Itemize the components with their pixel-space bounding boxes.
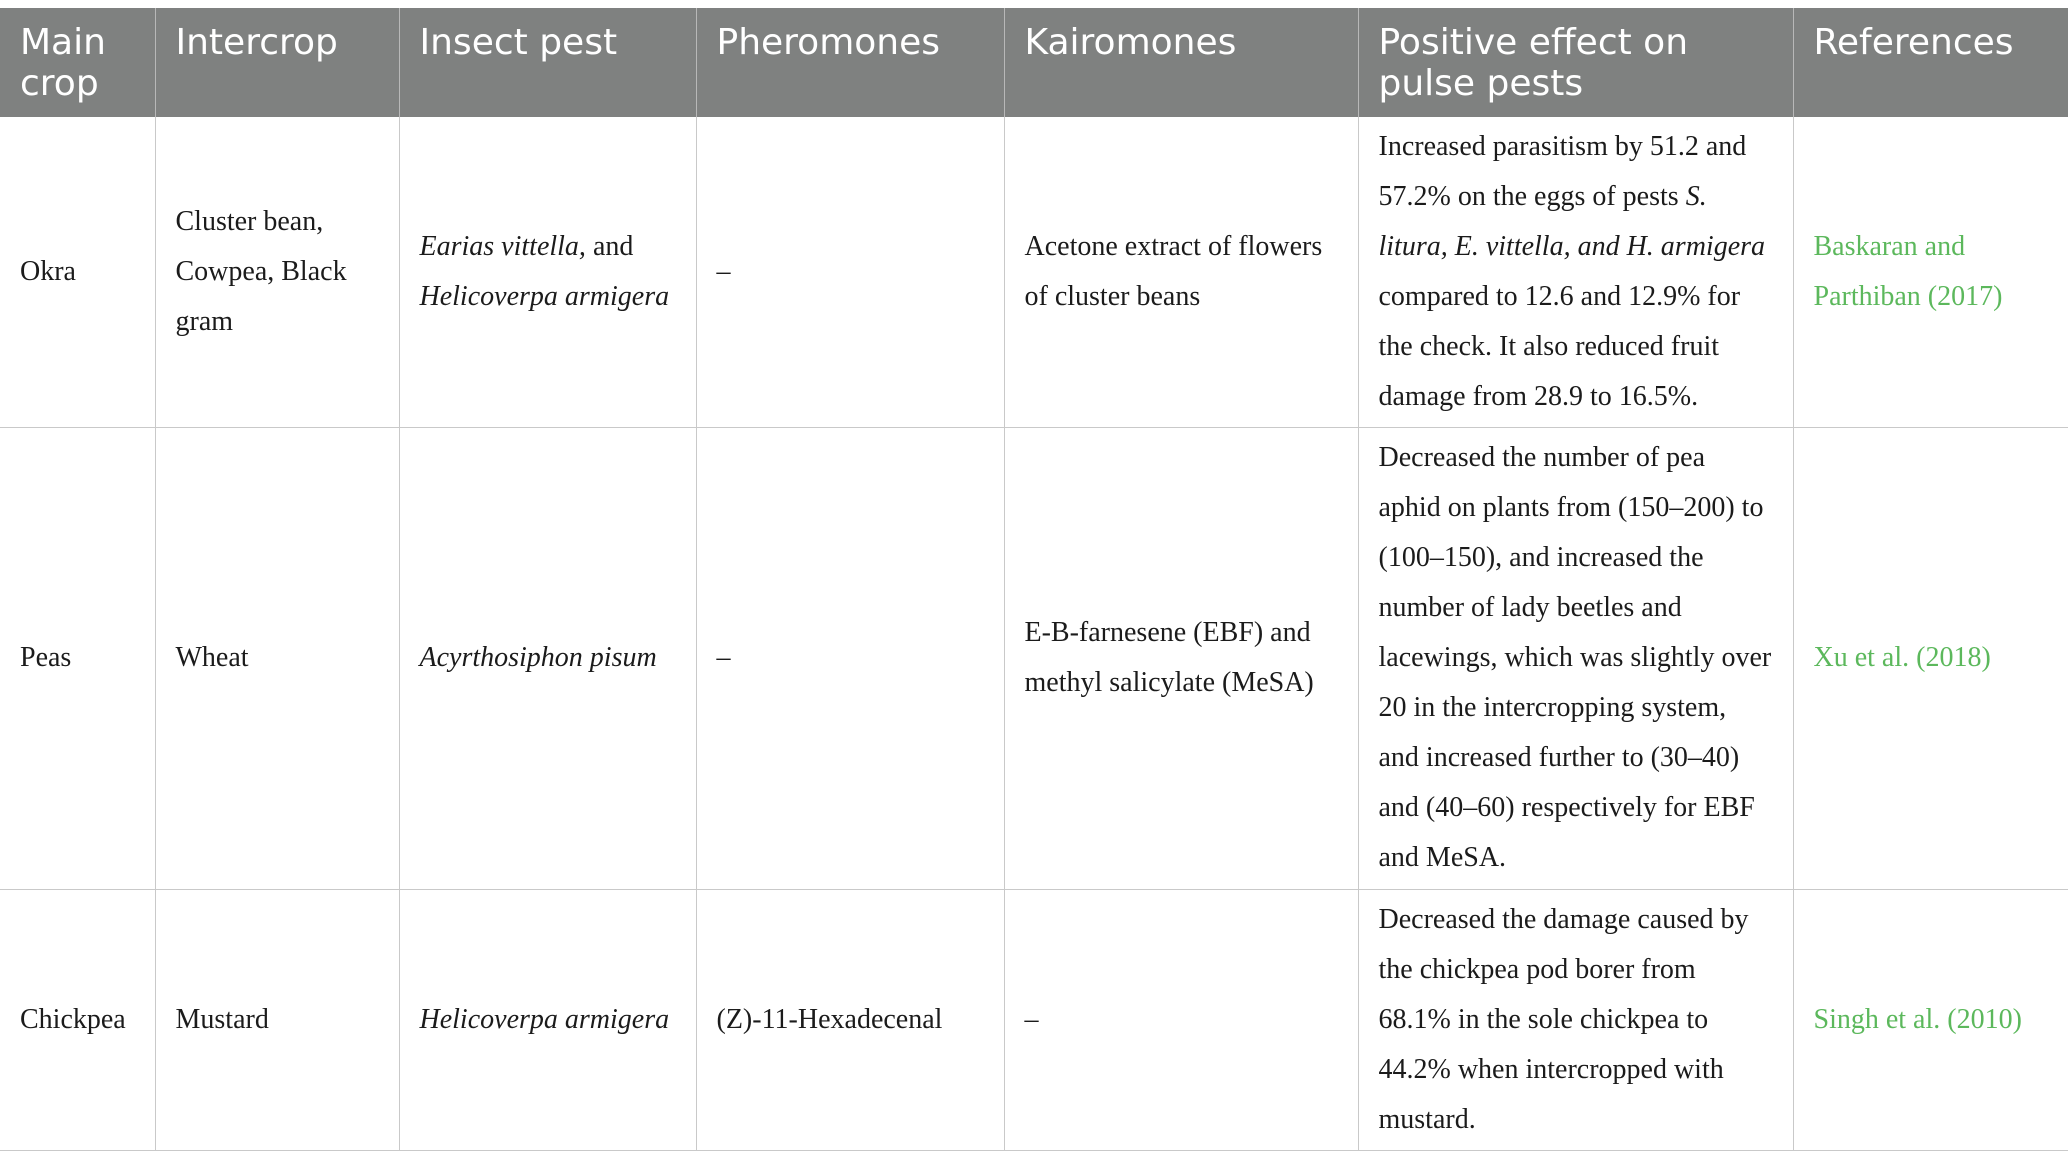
- cell-main-crop: Okra: [0, 117, 155, 427]
- table-row: [0, 117, 2068, 427]
- table-row: [0, 889, 2068, 1150]
- reference-link[interactable]: Xu et al. (2018): [1813, 642, 1991, 673]
- cell-positive-effect: [1358, 117, 1793, 427]
- cell-intercrop: Cluster bean, Cowpea, Black gram: [155, 117, 399, 427]
- pest-connector: and: [585, 230, 634, 262]
- cell-insect-pest: [399, 427, 696, 889]
- effect-text-end: compared to 12.6 and 12.9% for the check. It also reduced fruit damage from 28.9 to 16.5%.: [1378, 280, 1741, 412]
- cell-insect-pest: [399, 889, 696, 1150]
- pest-name-helicoverpa: Helicoverpa armigera: [419, 280, 670, 312]
- reference-link[interactable]: Baskaran and Parthiban (2017): [1813, 230, 2003, 312]
- cell-positive-effect: Decreased the number of pea aphid on plants from (150–200) to (100–150), and increased the number of lady beetles and lacewings, which was slightly over 20 in the intercropping system, and increased further to (30–40) and (40–60) respectively for EBF and MeSA.: [1358, 427, 1793, 889]
- intercrop-pest-table: [0, 8, 2068, 1151]
- pest-name: Acyrthosiphon pisum: [419, 642, 657, 673]
- cell-reference: [1793, 117, 2068, 427]
- cell-insect-pest: [399, 117, 696, 427]
- effect-pest-names: S. litura, E. vittella, and H. armigera: [1378, 180, 1766, 262]
- data-table-container: [0, 8, 2068, 1151]
- cell-kairomones: Acetone extract of flowers of cluster beans: [1004, 117, 1358, 427]
- effect-text-start: Increased parasitism by 51.2 and 57.2% on the eggs of pests: [1378, 130, 1747, 212]
- cell-intercrop: Mustard: [155, 889, 399, 1150]
- header-main-crop: Main crop: [0, 8, 155, 117]
- cell-reference: [1793, 427, 2068, 889]
- cell-reference: [1793, 889, 2068, 1150]
- header-references: References: [1793, 8, 2068, 117]
- header-insect-pest: Insect pest: [399, 8, 696, 117]
- cell-main-crop: Chickpea: [0, 889, 155, 1150]
- cell-kairomones: E-B-farnesene (EBF) and methyl salicylate (MeSA): [1004, 427, 1358, 889]
- cell-intercrop: Wheat: [155, 427, 399, 889]
- reference-link[interactable]: Singh et al. (2010): [1813, 1003, 2022, 1035]
- cell-positive-effect: Decreased the damage caused by the chickpea pod borer from 68.1% in the sole chickpea to 44.2% when intercropped with mustard.: [1358, 889, 1793, 1150]
- cell-pheromones: (Z)-11-Hexadecenal: [696, 889, 1004, 1150]
- cell-kairomones: –: [1004, 889, 1358, 1150]
- cell-pheromones: –: [696, 117, 1004, 427]
- header-pheromones: Pheromones: [696, 8, 1004, 117]
- cell-pheromones: –: [696, 427, 1004, 889]
- pest-name-earias: Earias vittella,: [419, 230, 586, 262]
- header-kairomones: Kairomones: [1004, 8, 1358, 117]
- header-positive-effect: Positive effect on pulse pests: [1358, 8, 1793, 117]
- cell-main-crop: Peas: [0, 427, 155, 889]
- header-intercrop: Intercrop: [155, 8, 399, 117]
- table-row: [0, 427, 2068, 889]
- table-header-row: [0, 8, 2068, 117]
- pest-name: Helicoverpa armigera: [419, 1003, 670, 1035]
